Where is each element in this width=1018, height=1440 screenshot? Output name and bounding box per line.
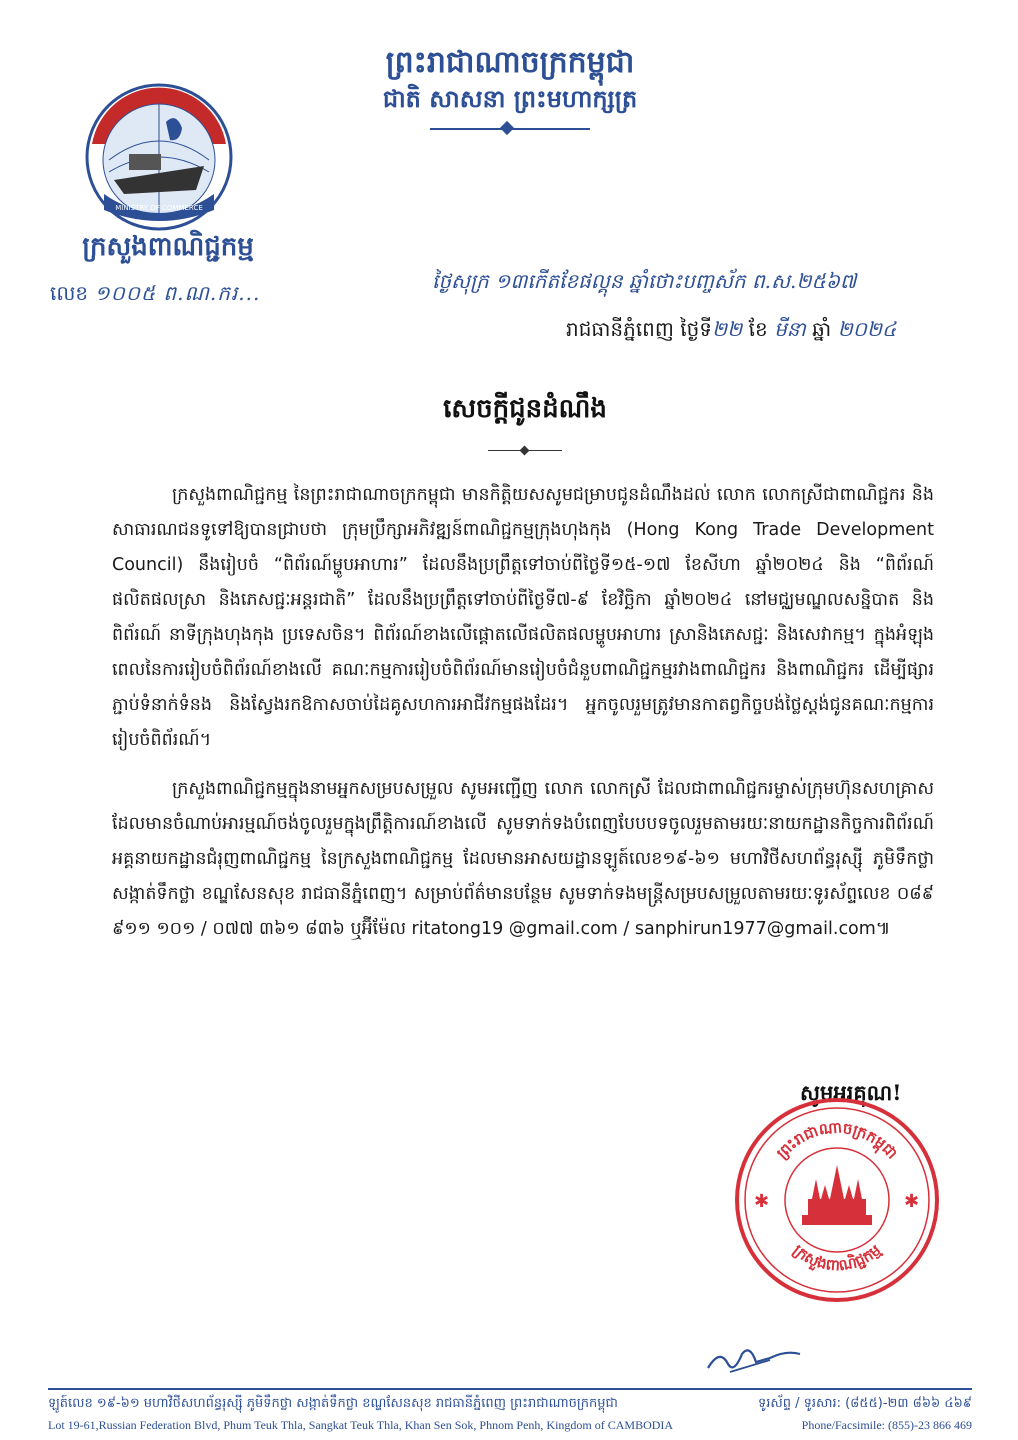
reference-number (50, 280, 260, 310)
footer-english (48, 1418, 972, 1433)
closing-thanks: សូមអរគុណ! (800, 1080, 902, 1105)
title-ornament (488, 447, 562, 455)
footer-phone-km: ទូរស័ព្ទ / ទូរសារ: (៨៥៥)-២៣ ៨៦៦ ៤៦៩ (757, 1396, 972, 1411)
document-title: សេចក្តីជូនដំណឹង (443, 394, 607, 424)
ministry-logo (84, 82, 234, 232)
seal-bottom-text: ក្រសួងពាណិជ្ជកម្ម (789, 1240, 885, 1275)
footer-khmer (48, 1395, 972, 1414)
date-day: ២២ (712, 317, 743, 341)
national-motto: ជាតិ សាសនា ព្រះមហាក្សត្រ (382, 84, 638, 113)
month-label: ខែ (748, 317, 768, 341)
angkor-wat-emblem (802, 1165, 872, 1225)
date-prefix: រាជធានីភ្នំពេញ ថ្ងៃទី (566, 317, 713, 341)
ministry-name: ក្រសួងពាណិជ្ជកម្ម (82, 232, 254, 262)
svg-text:ក្រសួងពាណិជ្ជកម្ម (790, 1241, 885, 1275)
paragraph-2: ក្រសួងពាណិជ្ជកម្មក្នុងនាមអ្នកសម្របសម្រួល សូមអញ្ជើញ លោក លោកស្រី ដែលជាពាណិជ្ជករម្ចាស់ក្រុមហ៊ុនសហគ្រាសដែលមានចំណាប់អារម្មណ៍ចង់ចូលរួមក្នុងព្រឹត្តិការណ៍ខាងលើ សូមទាក់ទងបំពេញបែបបទចូលរួមតាមរយៈនាយកដ្ឋានកិច្ចការពិព័រណ៍ អគ្គនាយកដ្ឋានជំរុញពាណិជ្ជកម្ម នៃក្រសួងពាណិជ្ជកម្ម ដែលមានអាសយដ្ឋានឡូត៍លេខ១៩-៦១ មហាវិថីសហព័ន្ធរុស្ស៊ី ភូមិទឹកថ្លា សង្កាត់ទឹកថ្លា ខណ្ឌសែនសុខ រាជធានីភ្នំពេញ។ សម្រាប់ព័ត៌មានបន្ថែម សូមទាក់ទងមន្ត្រីសម្របសម្រួលតាមរយៈទូរស័ព្ទលេខ ០៨៩ ៩១១ ១០១ / ០៧៧ ៣៦១ ៨៣៦ ឬអ៊ីម៉ែល ritatong19 @gmail.com / sanphirun1977@gmail.com៕ (112, 779, 934, 939)
lunar-date: ថ្ងៃសុក្រ ១៣កើតខែផល្គុន ឆ្នាំថោះបញ្ចស័ក ព.ស.២៥៦៧ (432, 269, 857, 293)
header-ornament (300, 122, 720, 136)
footer-divider (48, 1388, 972, 1390)
svg-text:ព្រះរាជាណាចក្រកម្ពុជា (773, 1118, 901, 1162)
footer-address-km: ឡូត៍លេខ ១៩-៦១ មហាវិថីសហព័ន្ធរុស្ស៊ី ភូមិទឹកថ្លា សង្កាត់ទឹកថ្លា ខណ្ឌសែនសុខ រាជធានីភ្នំពេញ ព្រះរាជាណាចក្រកម្ពុជា (48, 1396, 618, 1411)
notice-body (112, 478, 934, 961)
solar-date (566, 316, 896, 346)
official-seal (732, 1095, 942, 1305)
date-month: មីនា (774, 317, 806, 341)
footer-phone-en: Phone/Facsimile: (855)-23 866 469 (801, 1418, 972, 1432)
logo-caption: MINISTRY OF COMMERCE (115, 204, 203, 212)
footer-address-en: Lot 19-61,Russian Federation Blvd, Phum Teuk Thla, Sangkat Teuk Thla, Khan Sen Sok, Phnom Penh, Kingdom of CAMBODIA (48, 1418, 674, 1432)
date-year: ២០២៤ (837, 317, 897, 341)
seal-top-text: ព្រះរាជាណាចក្រកម្ពុជា (772, 1118, 902, 1163)
year-label: ឆ្នាំ (812, 317, 832, 341)
ref-label: លេខ (50, 281, 89, 305)
paragraph-1: ក្រសួងពាណិជ្ជកម្ម នៃព្រះរាជាណាចក្រកម្ពុជា មានកិត្តិយសសូមជម្រាបជូនដំណឹងដល់ លោក លោកស្រីជាពាណិជ្ជករ និងសាធារណជនទូទៅឱ្យបានជ្រាបថា ក្រុមប្រឹក្សាអភិវឌ្ឍន៍ពាណិជ្ជកម្មក្រុងហុងកុង (Hong Kong Trade Development Council) នឹងរៀបចំ “ពិព័រណ៍ម្ហូបអាហារ” ដែលនឹងប្រព្រឹត្តទៅចាប់ពីថ្ងៃទី១៥-១៧ ខែសីហា ឆ្នាំ២០២៤ និង “ពិព័រណ៍ផលិតផលស្រា និងភេសជ្ជៈអន្តរជាតិ” ដែលនឹងប្រព្រឹត្តទៅចាប់ពីថ្ងៃទី៧-៩ ខែវិច្ឆិកា ឆ្នាំ២០២៤ នៅមជ្ឈមណ្ឌលសន្និបាត និងពិព័រណ៍ នាទីក្រុងហុងកុង ប្រទេសចិន។ ពិព័រណ៍ខាងលើផ្តោតលើផលិតផលម្ហូបអាហារ ស្រានិងភេសជ្ជៈ និងសេវាកម្ម។ ក្នុងអំឡុងពេលនៃការរៀបចំពិព័រណ៍ខាងលើ គណៈកម្មការរៀបចំពិព័រណ៍មានរៀបចំជំនួបពាណិជ្ជកម្មរវាងពាណិជ្ជករ និងពាណិជ្ជករ ដើម្បីផ្សារភ្ជាប់ទំនាក់ទំនង និងស្វែងរកឱកាសចាប់ដៃគូសហការអាជីវកម្មផងដែរ។ អ្នកចូលរួមត្រូវមានកាតព្វកិច្ចបង់ថ្លៃស្តង់ជូនគណៈកម្មការរៀបចំពិព័រណ៍។ (112, 485, 934, 750)
footer-initials (700, 1340, 810, 1380)
ref-value: ១០០៥ ព.ណ.ករ... (94, 281, 261, 305)
kingdom-header (300, 44, 720, 136)
svg-text:✱: ✱ (754, 1191, 770, 1212)
kingdom-name: ព្រះរាជាណាចក្រកម្ពុជា (385, 45, 635, 80)
svg-text:✱: ✱ (904, 1191, 920, 1212)
